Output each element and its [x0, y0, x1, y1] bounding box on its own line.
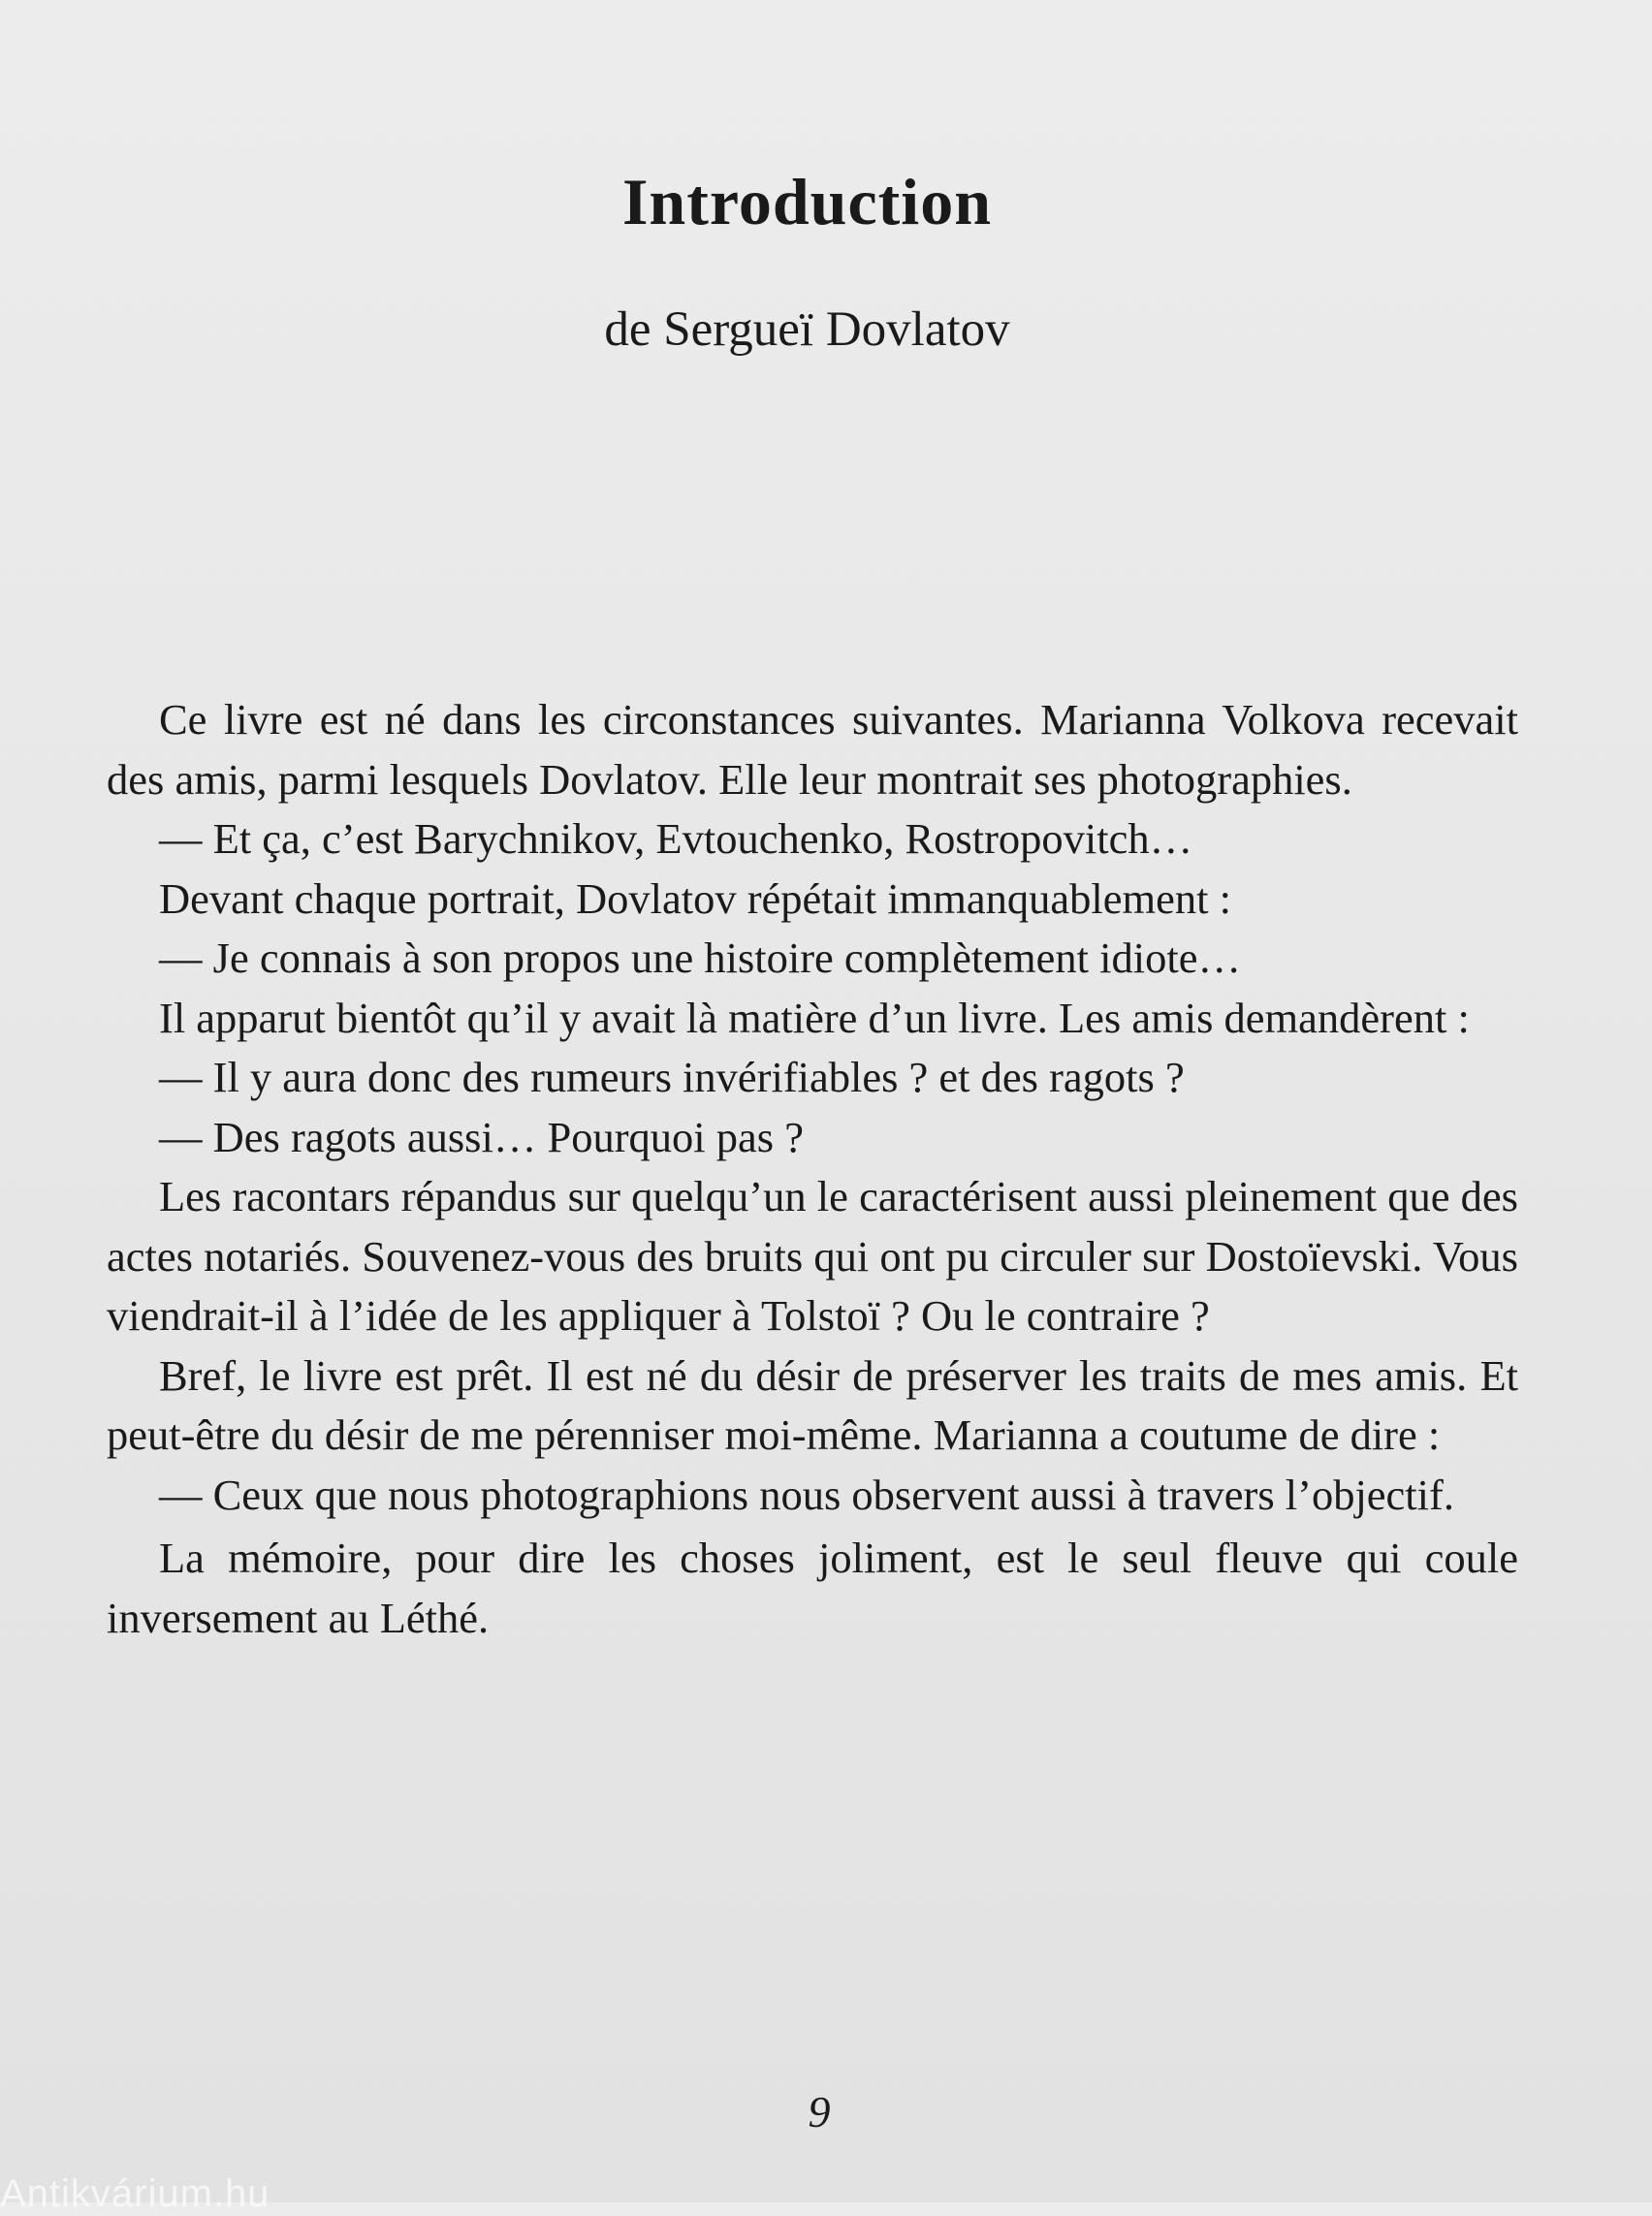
paragraph: — Je connais à son propos une histoire complètement idiote…: [159, 934, 1241, 982]
paragraph: — Et ça, c’est Barychnikov, Evtouchenko, Rostropovitch…: [159, 814, 1193, 863]
paragraph: — Des ragots aussi… Pourquoi pas ?: [159, 1112, 804, 1161]
chapter-title: Introduction: [621, 164, 993, 238]
paragraph: Bref, le livre est prêt. Il est né du désir de préserver les traits de mes amis. Et peut-être du désir de me pérenniser moi-même. Marianna a coutume de dire :: [107, 1350, 1518, 1459]
chapter-author: de Sergueï Dovlatov: [604, 302, 1010, 357]
paragraph: — Il y aura donc des rumeurs invérifiables ? et des ragots ?: [159, 1053, 1185, 1101]
paragraph: La mémoire, pour dire les choses joliment, est le seul fleuve qui coule inversement au Léthé.: [107, 1534, 1518, 1642]
paragraph: Devant chaque portrait, Dovlatov répétait immanquablement :: [159, 873, 1231, 923]
watermark: Antikvárium.hu: [0, 2172, 270, 2215]
paragraph: Il apparut bientôt qu’il y avait là matière d’un livre. Les amis demandèrent :: [159, 993, 1470, 1042]
body-text: [107, 690, 1518, 1648]
paragraph: Ce livre est né dans les circonstances suivantes. Marianna Volkova recevait des amis, parmi lesquels Dovlatov. Elle leur montrait ses photographies.: [107, 695, 1518, 804]
page-number: 9: [808, 2087, 831, 2137]
paragraph: Les racontars répandus sur quelqu’un le caractérisent aussi pleinement que des actes notariés. Souvenez-vous des bruits qui ont pu circuler sur Dostoïevski. Vous viendrait-il à l’idée de les appliquer à Tolstoï ? Ou le contraire ?: [107, 1172, 1518, 1340]
paragraph: — Ceux que nous photographions nous observent aussi à travers l’objectif.: [159, 1470, 1454, 1519]
